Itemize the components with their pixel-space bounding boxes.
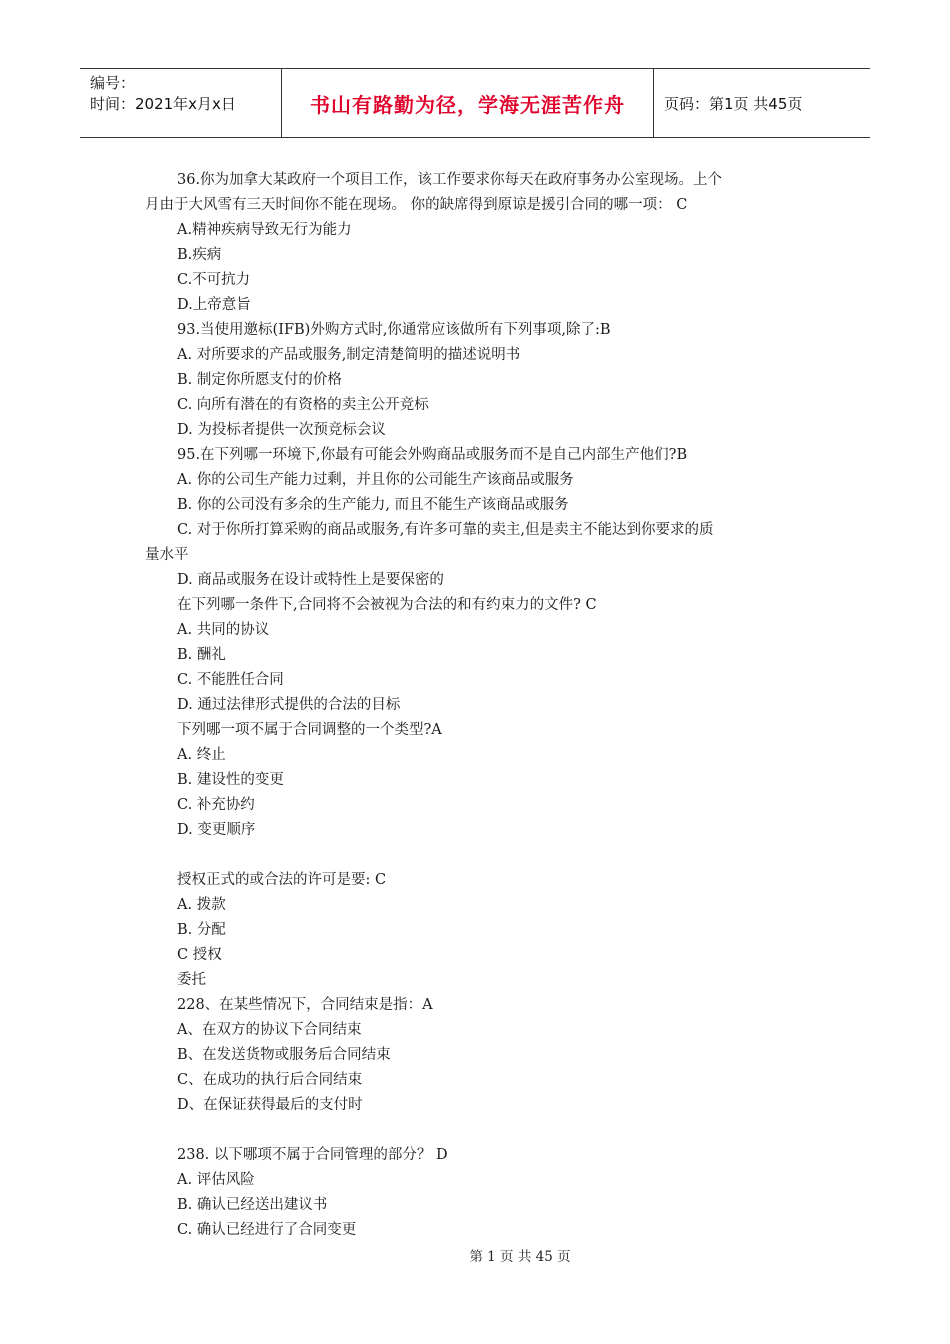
header-page-label: 页码：第1页 共45页: [664, 94, 803, 113]
text-line: C. 不能胜任合同: [177, 672, 284, 688]
text-line: D. 通过法律形式提供的合法的目标: [177, 697, 401, 713]
blank-line: [145, 1118, 815, 1143]
text-line: C. 确认已经进行了合同变更: [177, 1222, 357, 1238]
text-line: B. 建设性的变更: [177, 772, 284, 788]
text-line: C. 补充协约: [177, 797, 255, 813]
text-line: D、在保证获得最后的支付时: [177, 1097, 363, 1113]
text-line: C、在成功的执行后合同结束: [177, 1072, 363, 1088]
text-line: B. 确认已经送出建议书: [177, 1197, 328, 1213]
text-line: C. 向所有潜在的有资格的卖主公开竞标: [177, 397, 429, 413]
text-line: C.不可抗力: [177, 272, 251, 288]
text-line: 月由于大风雪有三天时间你不能在现场。 你的缺席得到原谅是援引合同的哪一项： C: [145, 197, 688, 213]
text-line: A. 拨款: [177, 897, 226, 913]
text-line: A. 对所要求的产品或服务,制定清楚简明的描述说明书: [177, 347, 521, 363]
text-line: C 授权: [177, 947, 222, 963]
text-line: D. 商品或服务在设计或特性上是要保密的: [177, 572, 444, 588]
text-line: A. 终止: [177, 747, 226, 763]
text-line: B. 分配: [177, 922, 226, 938]
text-line: A、在双方的协议下合同结束: [177, 1022, 362, 1038]
text-line: A. 共同的协议: [177, 622, 270, 638]
text-line: 量水平: [145, 547, 189, 563]
text-line: 95.在下列哪一环境下,你最有可能会外购商品或服务而不是自己内部生产他们?B: [177, 447, 688, 463]
text-line: 93.当使用邀标(IFB)外购方式时,你通常应该做所有下列事项,除了:B: [177, 322, 611, 338]
text-line: B. 你的公司没有多余的生产能力, 而且不能生产该商品或服务: [177, 497, 569, 513]
page-header: [80, 68, 870, 138]
text-line: B. 制定你所愿支付的价格: [177, 372, 342, 388]
text-line: 36.你为加拿大某政府一个项目工作，该工作要求你每天在政府事务办公室现场。上个: [177, 172, 723, 188]
text-line: D.上帝意旨: [177, 297, 251, 313]
text-line: 238. 以下哪项不属于合同管理的部分？ D: [177, 1147, 448, 1163]
blank-line: [145, 843, 815, 868]
page-footer: 第 1 页 共 45 页: [469, 1249, 571, 1265]
text-line: A. 你的公司生产能力过剩，并且你的公司能生产该商品或服务: [177, 472, 574, 488]
header-meta: [80, 69, 282, 137]
text-line: A. 评估风险: [177, 1172, 255, 1188]
text-line: B. 酬礼: [177, 647, 226, 663]
text-line: C. 对于你所打算采购的商品或服务,有许多可靠的卖主,但是卖主不能达到你要求的质: [177, 522, 714, 538]
text-line: 委托: [177, 972, 206, 988]
document-body: [145, 168, 815, 1243]
text-line: D. 为投标者提供一次预竞标会议: [177, 422, 386, 438]
text-line: 下列哪一项不属于合同调整的一个类型?A: [177, 722, 442, 738]
header-motto: 书山有路勤为径，学海无涯苦作舟: [282, 69, 654, 137]
number-label: 编号：: [90, 74, 136, 92]
text-line: B.疾病: [177, 247, 222, 263]
text-line: A.精神疾病导致无行为能力: [177, 222, 352, 238]
text-line: 授权正式的或合法的许可是要: C: [177, 872, 387, 888]
text-line: B、在发送货物或服务后合同结束: [177, 1047, 391, 1063]
text-line: D. 变更顺序: [177, 822, 256, 838]
time-label: 时间：2021年x月x日: [90, 95, 236, 113]
text-line: 228、在某些情况下，合同结束是指：A: [177, 997, 433, 1013]
text-line: 在下列哪一条件下,合同将不会被视为合法的和有约束力的文件? C: [177, 597, 597, 613]
